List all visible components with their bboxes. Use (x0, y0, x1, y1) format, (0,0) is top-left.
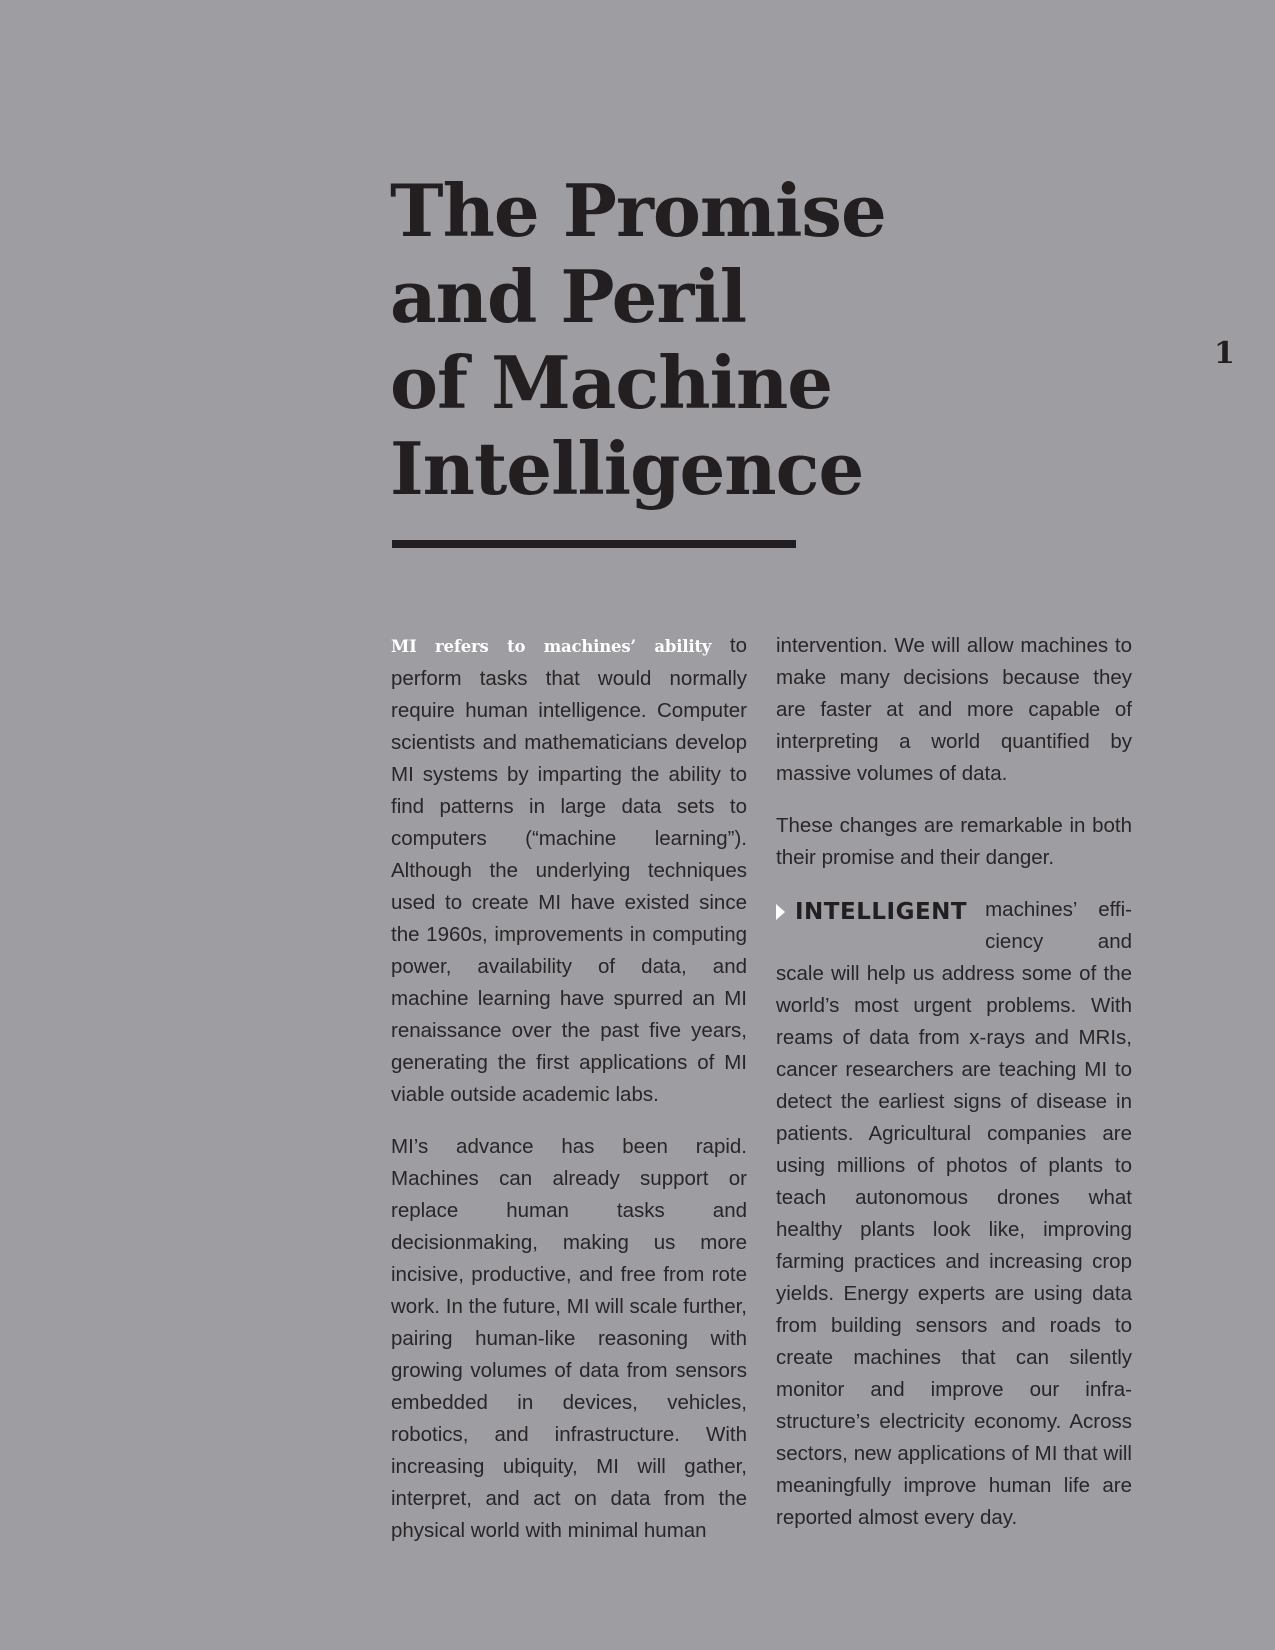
right-paragraph-3-body: machines’ efficiency and scale will help us address some of the world’s most urgent problems. With reams of data from x-rays and MRIs, cancer researchers are teaching MI to detect the earliest signs of disease in patients. Agricultural companies are using millions of photos of plants to teach autonomous drones what healthy plants look like, improving farming practices and increasing crop yields. Energy experts are using data from building sensors and roads to create machines that can silently monitor and improve our infrastructure’s electricity economy. Across sectors, new applications of MI that will meaningfully improve human life are reported almost every day. (776, 898, 1132, 1529)
callout-word: INTELLIGENT (795, 899, 968, 925)
right-column (776, 630, 1132, 1554)
left-column (391, 630, 747, 1567)
title-line-2: and Peril (390, 254, 747, 339)
left-paragraph-1-body: to perform tasks that would normally require human intelligence. Computer scientists and mathematicians develop MI systems by imparting the ability to find patterns in large data sets to computers (“machine learning”). Although the underlying techniques used to create MI have existed since the 1960s, improvements in computing power, availability of data, and machine learning have spurred an MI renaissance over the past five years, generating the first applications of MI viable outside academic labs. (391, 634, 747, 1106)
title-underline-rule (392, 540, 796, 548)
lead-in-text: MI refers to machines’ ability (391, 637, 712, 656)
title-line-4: Intelligence (390, 426, 864, 511)
triangle-bullet-icon (776, 904, 785, 920)
title-line-1: The Promise (390, 168, 886, 253)
right-paragraph-2: These changes are remarkable in both their promise and their danger. (776, 814, 1132, 869)
page-title (390, 168, 886, 512)
left-paragraph-2: MI’s advance has been rapid. Machines can already support or replace human tasks and decisionmaking, making us more incisive, productive, and free from rote work. In the future, MI will scale further, pairing human-like reasoning with growing volumes of data from sensors embedded in devices, vehicles, robotics, and infrastructure. With increasing ubiquity, MI will gather, interpret, and act on data from the physical world with minimal human (391, 1135, 747, 1542)
left-paragraph-1 (391, 630, 747, 1111)
title-line-3: of Machine (390, 340, 833, 425)
right-paragraph-3 (776, 894, 1132, 1534)
section-callout (776, 894, 967, 930)
right-paragraph-1: intervention. We will allow machines to make many decisions because they are faster at and more capable of interpreting a world quantified by massive volumes of data. (776, 634, 1132, 785)
page-number: 1 (1214, 336, 1235, 371)
